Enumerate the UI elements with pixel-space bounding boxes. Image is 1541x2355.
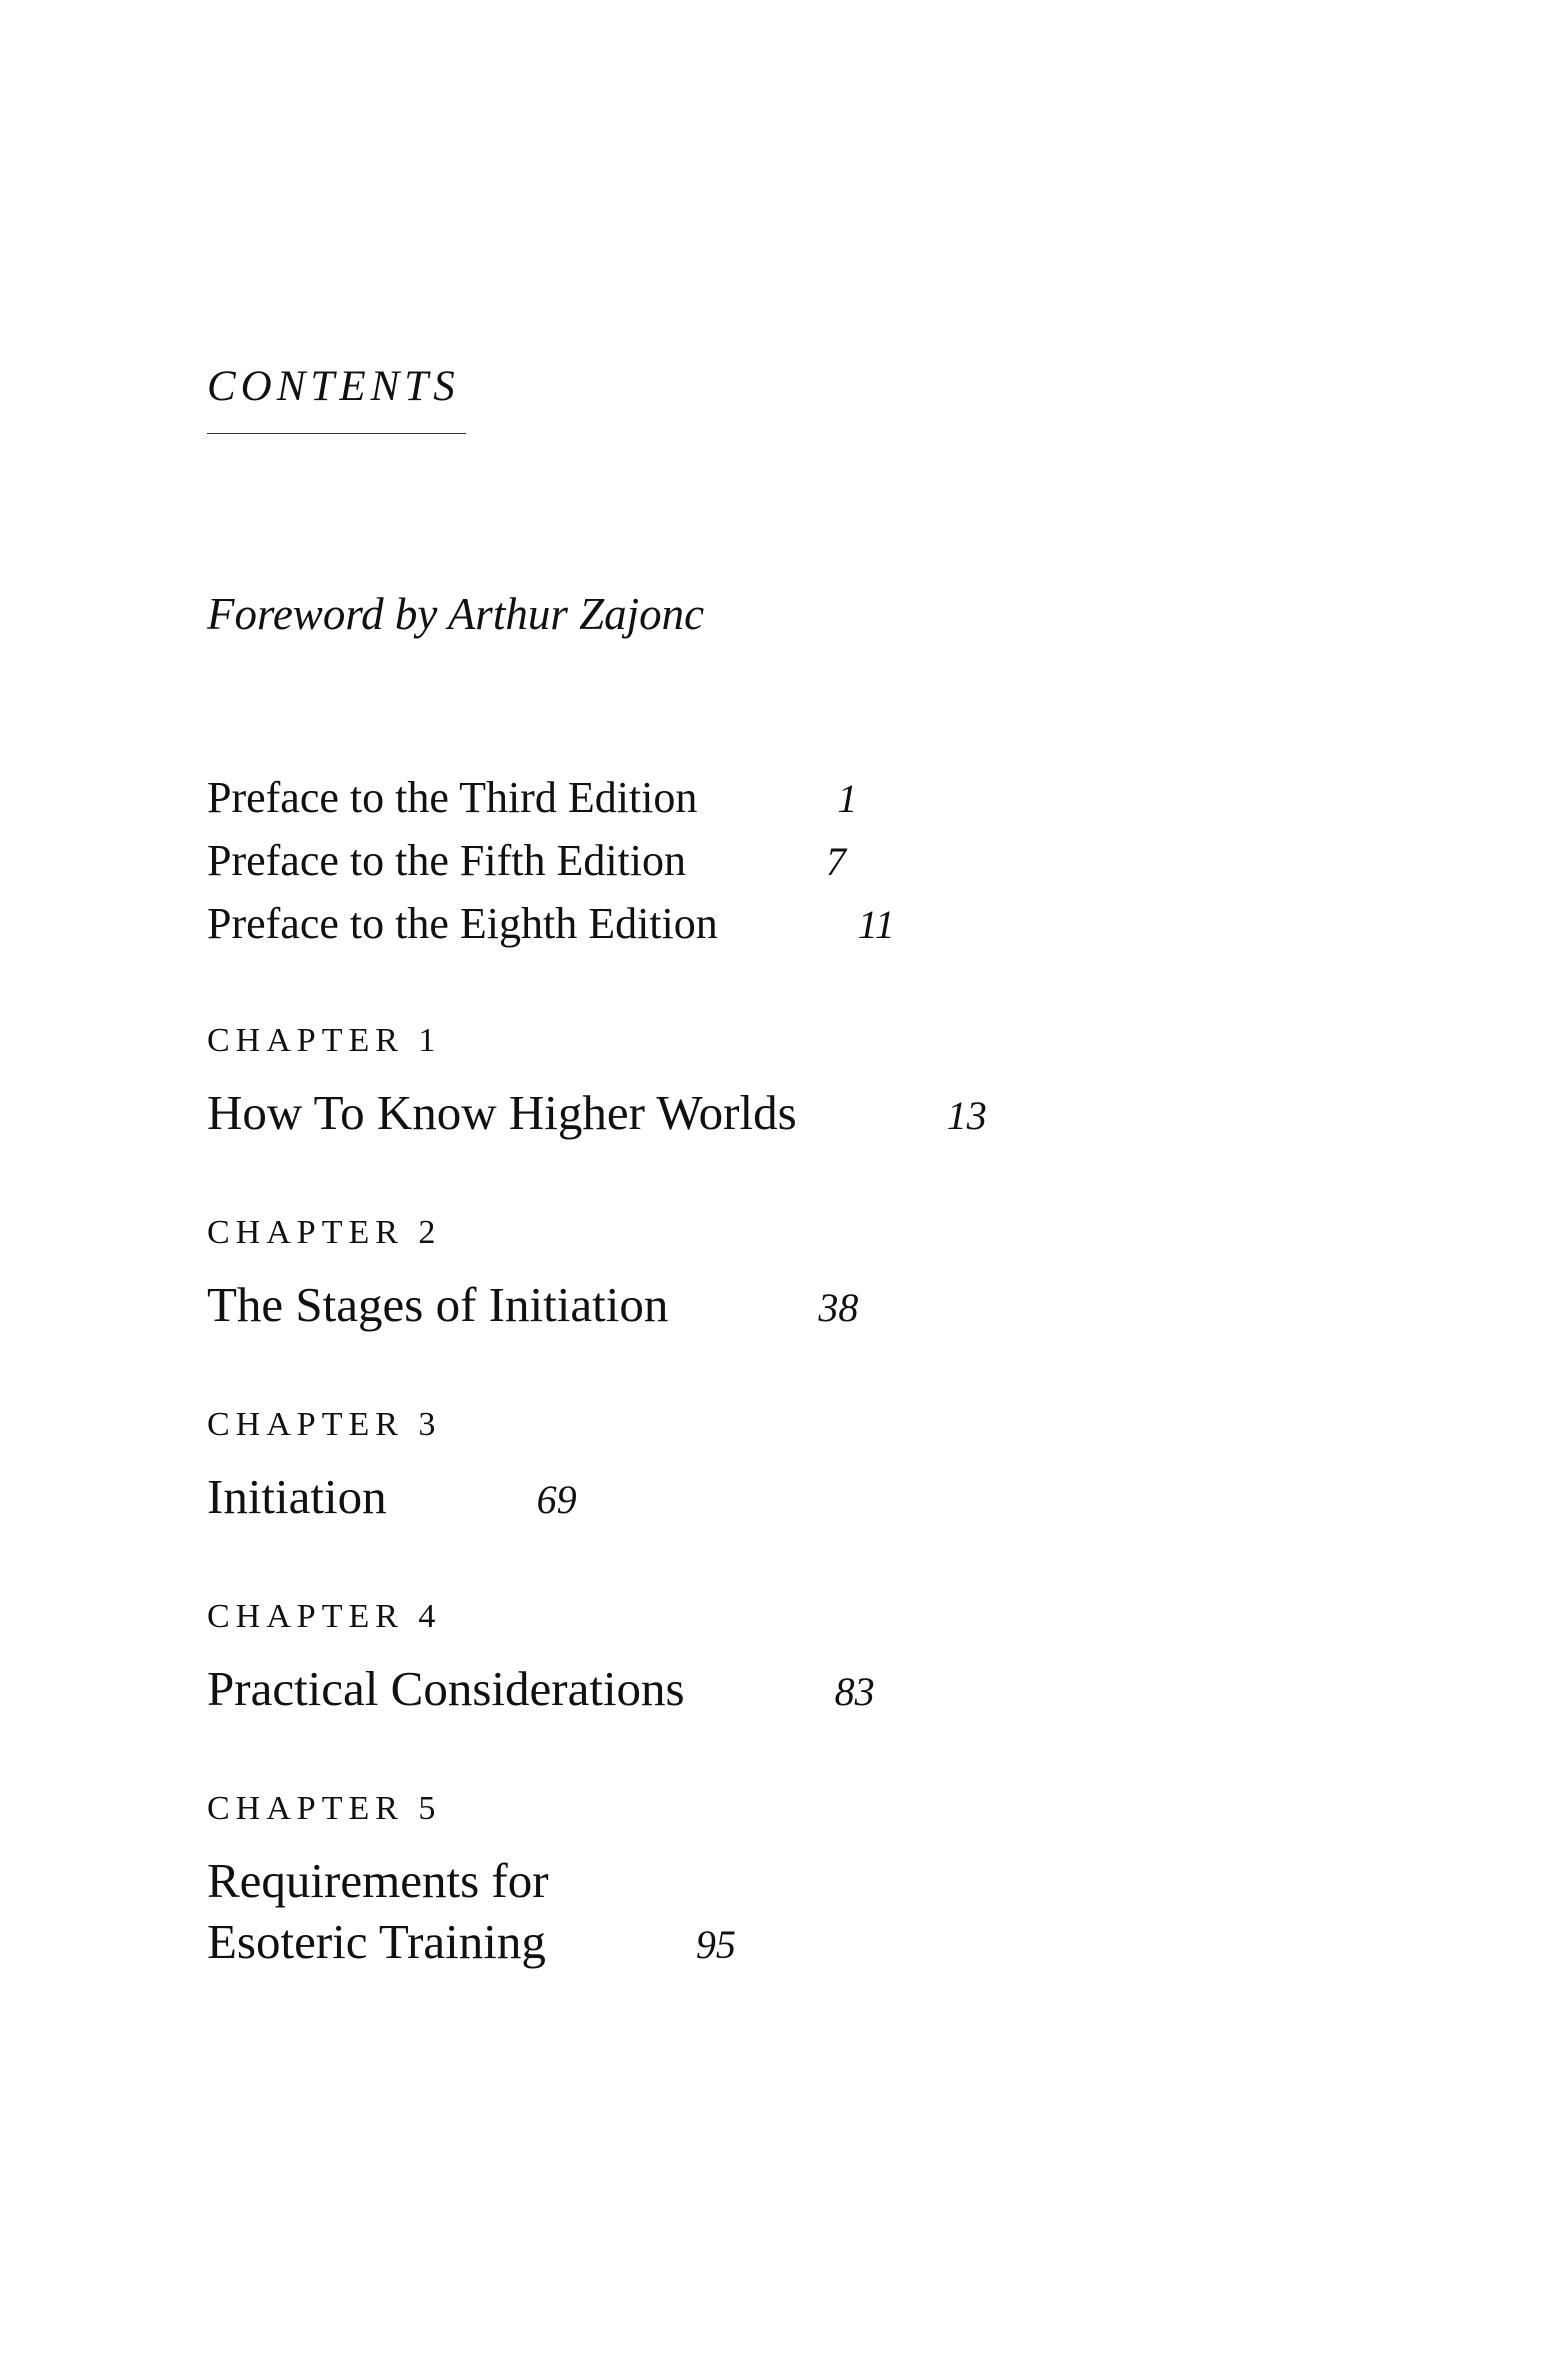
chapter-entry-3 [207,1469,577,1524]
foreword-entry: Foreword by Arthur Zajonc [207,589,705,639]
chapter-label-2: CHAPTER 2 [207,1214,442,1251]
preface-entry-eighth [207,899,895,948]
page-number: 7 [826,839,846,884]
chapter-title-line-2: Esoteric Training [207,1914,546,1969]
chapter-label-5: CHAPTER 5 [207,1790,442,1827]
chapter-entry-1 [207,1085,987,1140]
chapter-entry-2 [207,1277,859,1332]
chapter-label-3: CHAPTER 3 [207,1406,442,1443]
preface-title: Preface to the Third Edition [207,773,698,822]
chapter-label-1: CHAPTER 1 [207,1022,442,1059]
chapter-title-line-1: Requirements for [207,1853,549,1908]
preface-title: Preface to the Fifth Edition [207,836,686,885]
page-number: 38 [818,1285,859,1330]
preface-title: Preface to the Eighth Edition [207,899,718,948]
preface-entry-third [207,773,858,822]
heading-underline [207,433,466,434]
chapter-title: The Stages of Initiation [207,1277,669,1332]
page-number: 1 [837,776,858,821]
preface-entry-fifth [207,836,846,885]
page-number: 95 [695,1922,736,1967]
chapter-title: Initiation [207,1469,387,1524]
chapter-label-4: CHAPTER 4 [207,1598,442,1635]
page-number: 13 [946,1093,987,1138]
chapter-entry-4 [207,1661,875,1716]
contents-heading: CONTENTS [207,363,460,410]
chapter-entry-5 [207,1853,736,1969]
chapter-title: How To Know Higher Worlds [207,1085,797,1140]
page-number: 69 [536,1477,577,1522]
page-number: 11 [857,902,895,947]
page-number: 83 [834,1669,875,1714]
chapter-title: Practical Considerations [207,1661,685,1716]
